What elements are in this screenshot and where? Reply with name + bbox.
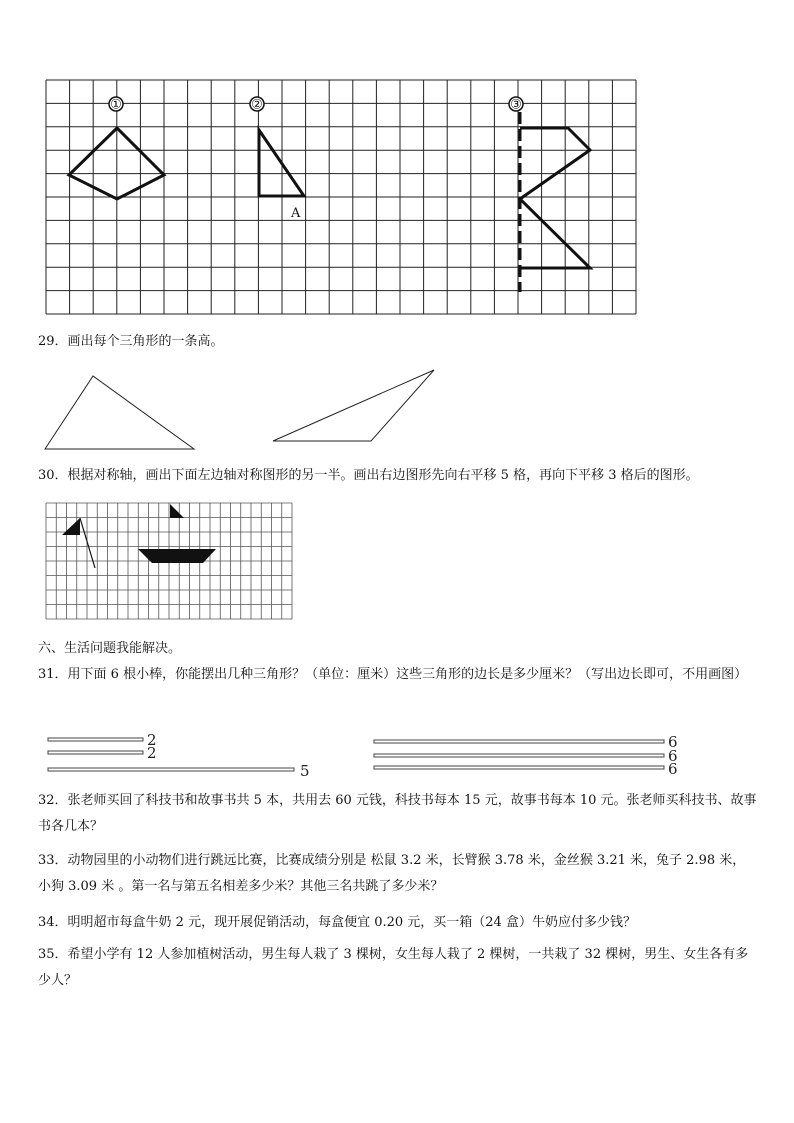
figure-label-1 xyxy=(109,97,123,113)
question-31-text: 31．用下面 6 根小棒，你能摆出几种三角形？（单位：厘米）这些三角形的边长是多少厘米？（写出边长即可，不用画图） xyxy=(38,667,748,682)
stick-right-2 xyxy=(374,747,678,765)
top-grid-figure xyxy=(0,0,794,330)
question-31 xyxy=(38,662,758,688)
svg-text:5: 5 xyxy=(300,762,310,780)
point-label-a: A xyxy=(291,206,301,221)
stick-left-1 xyxy=(48,731,157,749)
stick-right-1 xyxy=(374,733,678,751)
svg-text:6: 6 xyxy=(668,733,678,751)
question-33 xyxy=(38,848,758,900)
figure-3-half-shape xyxy=(520,128,590,268)
q30-left-shape xyxy=(62,518,80,535)
question-34 xyxy=(38,910,758,936)
q30-flag-shape xyxy=(170,504,184,518)
svg-text:①: ① xyxy=(110,97,122,113)
question-33-text: 33．动物园里的小动物们进行跳远比赛，比赛成绩分别是 松鼠 3.2 米，长臂猴 3.78 米，金丝猴 3.21 米，兔子 2.98 米，小狗 3.09 米 。第一名与第五名相差多少米？其他三名共跳了多少米？ xyxy=(38,853,746,894)
top-grid-lines xyxy=(46,80,636,314)
svg-text:2: 2 xyxy=(147,744,157,762)
question-35 xyxy=(38,942,758,994)
svg-text:③: ③ xyxy=(510,97,522,113)
svg-text:6: 6 xyxy=(668,760,678,778)
section-6-text: 六、生活问题我能解决。 xyxy=(38,641,182,656)
question-29-text: 29．画出每个三角形的一条高。 xyxy=(38,334,224,349)
q30-grid-figure xyxy=(0,500,794,630)
question-30 xyxy=(38,463,758,489)
question-34-text: 34．明明超市每盒牛奶 2 元，现开展促销活动，每盒便宜 0.20 元，买一箱（24 盒）牛奶应付多少钱？ xyxy=(38,915,636,930)
triangle-right xyxy=(273,370,434,441)
svg-text:②: ② xyxy=(251,97,263,113)
stick-left-3 xyxy=(48,762,310,780)
svg-text:2: 2 xyxy=(147,731,157,749)
q31-sticks xyxy=(0,732,794,782)
svg-text:6: 6 xyxy=(668,747,678,765)
stick-left-2 xyxy=(48,744,157,762)
triangle-left xyxy=(45,376,194,449)
question-32-text: 32．张老师买回了科技书和故事书共 5 本，共用去 60 元钱，科技书每本 15 元，故事书每本 10 元。张老师买科技书、故事书各几本？ xyxy=(38,793,757,834)
figure-label-3 xyxy=(509,97,523,113)
stick-right-3 xyxy=(374,760,678,778)
section-6-heading xyxy=(38,636,758,662)
question-32 xyxy=(38,788,758,840)
q29-triangles xyxy=(0,365,794,465)
question-35-text: 35．希望小学有 12 人参加植树活动，男生每人栽了 3 棵树，女生每人栽了 2 棵树，一共栽了 32 棵树，男生、女生各有多少人？ xyxy=(38,947,749,988)
question-30-text: 30．根据对称轴，画出下面左边轴对称图形的另一半。画出右边图形先向右平移 5 格，再向下平移 3 格后的图形。 xyxy=(38,468,699,483)
figure-label-2 xyxy=(250,97,264,113)
question-29 xyxy=(38,329,758,355)
q30-axis-line xyxy=(80,518,95,568)
